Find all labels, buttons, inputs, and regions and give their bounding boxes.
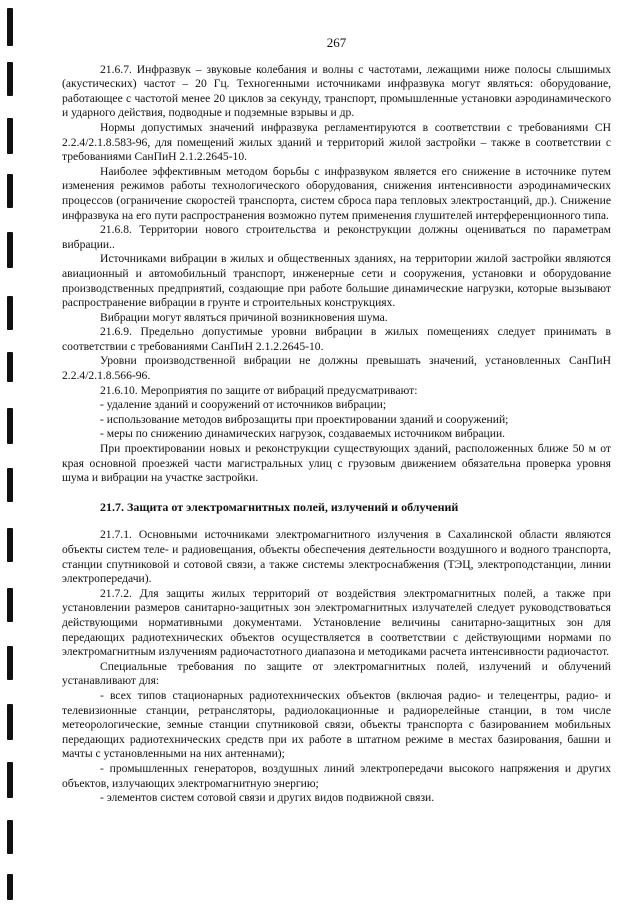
list-item: - использование методов виброзащиты при проектировании зданий и сооружений;	[100, 412, 509, 426]
paragraph-design-check: При проектировании новых и реконструкции существующих зданий, расположенных ближе 50 м от края основной проезжей части магистральных улиц с грузовым движением обязательна проверка уровня шума и вибрации на участке застройки.	[62, 442, 611, 485]
paragraph-21-7-1: 21.7.1. Основными источниками электромагнитного излучения в Сахалинской области являются объекты систем теле- и радиовещания, объекты обеспечения деятельности воздушного и водного транспорта, станции спутниковой и сотовой связи, а также системы электроснабжения (ТЭЦ, электроподстанции, линии электропередачи).	[62, 528, 611, 586]
paragraph-21-6-8: 21.6.8. Территории нового строительства и реконструкции должны оцениваться по параметрам вибрации..	[62, 223, 611, 251]
paragraph-vibration-noise: Вибрации могут являться причиной возникновения шума.	[100, 310, 388, 324]
paragraph-21-6-10: 21.6.10. Мероприятия по защите от вибраций предусматривают:	[100, 383, 418, 397]
list-item: - промышленных генераторов, воздушных линий электропередачи высокого напряжения и других объектов, излучающих электромагнитную энергию;	[62, 761, 611, 790]
paragraph-vibration-sources: Источниками вибрации в жилых и общественных зданиях, на территории жилой застройки являются авиационный и автомобильный транспорт, инженерные сети и сооружения, установки и оборудование производственных предприятий, создающие при работе большие динамические нагрузки, которые вызывают распространение вибрации в грунте и строительных конструкциях.	[62, 252, 611, 310]
list-item: - всех типов стационарных радиотехнических объектов (включая радио- и телецентры, радио- и телевизионные станции, ретрансляторы, радиолокационные и радиорелейные станции, в том числе метеорологические, земные станции спутниковой связи, объекты транспорта с базированием мобильных передающих радиотехнических средств при их работе в штатном режиме в местах базирования, башни и мачты с установленными на них антеннами);	[62, 688, 611, 761]
document-page	[62, 36, 611, 806]
list-item: - меры по снижению динамических нагрузок, создаваемых источником вибрации.	[100, 427, 506, 441]
list-item: - элементов систем сотовой связи и других видов подвижной связи.	[100, 791, 435, 805]
paragraph-industrial-vibration: Уровни производственной вибрации не должны превышать значений, установленных СанПиН 2.2.4/2.1.8.566-96.	[62, 354, 611, 383]
paragraph-21-6-9: 21.6.9. Предельно допустимые уровни вибрации в жилых помещениях следует принимать в соответствии с требованиями СанПиН 2.1.2.2645-10.	[62, 325, 611, 353]
section-heading-21-7: 21.7. Защита от электромагнитных полей, излучений и облучений	[100, 499, 459, 514]
list-item: - удаление зданий и сооружений от источников вибрации;	[100, 398, 387, 412]
binding-marks	[7, 0, 14, 905]
paragraph-21-6-7: 21.6.7. Инфразвук – звуковые колебания и волны с частотами, лежащими ниже полосы слышимых (акустических) частот – 20 Гц. Техногенными источниками инфразвука могут являться: оборудование, работающее с частотой менее 20 циклов за секунду, транспорт, промышленные установки аэродинамического и ударного действия, подводные и подземные взрывы и др.	[62, 62, 611, 120]
paragraph-21-7-2: 21.7.2. Для защиты жилых территорий от воздействия электромагнитных полей, а также при установлении размеров санитарно-защитных зон электромагнитных излучателей следует руководствоваться действующими нормативными документами. Установление величины санитарно-защитных зон для передающих радиотехнических объектов осуществляется в соответствии с действующими нормами по электромагнитным излучениям радиочастотного диапазона и методиками расчета интенсивности радиочастот.	[62, 586, 611, 659]
paragraph-infrasound-reduction: Наиболее эффективным методом борьбы с инфразвуком является его снижение в источнике путем изменения режимов работы технологического оборудования, снижения интенсивности аэродинамических процессов (ограничение скоростей транспорта, систем сброса пара тепловых электростанций, др.). Снижение инфразвука на его пути распространения возможно путем применения глушителей интерференционного типа.	[62, 164, 611, 222]
page-number: 267	[326, 35, 347, 50]
paragraph-infrasound-norms: Нормы допустимых значений инфразвука регламентируются в соответствии с требованиями СН 2.2.4/2.1.8.583-96, для помещений жилых зданий и территорий жилой застройки – также в соответствии с требованиями СанПиН 2.1.2.2645-10.	[62, 120, 611, 164]
paragraph-special-requirements: Специальные требования по защите от электромагнитных полей, излучений и облучений устанавливают для:	[62, 659, 611, 688]
